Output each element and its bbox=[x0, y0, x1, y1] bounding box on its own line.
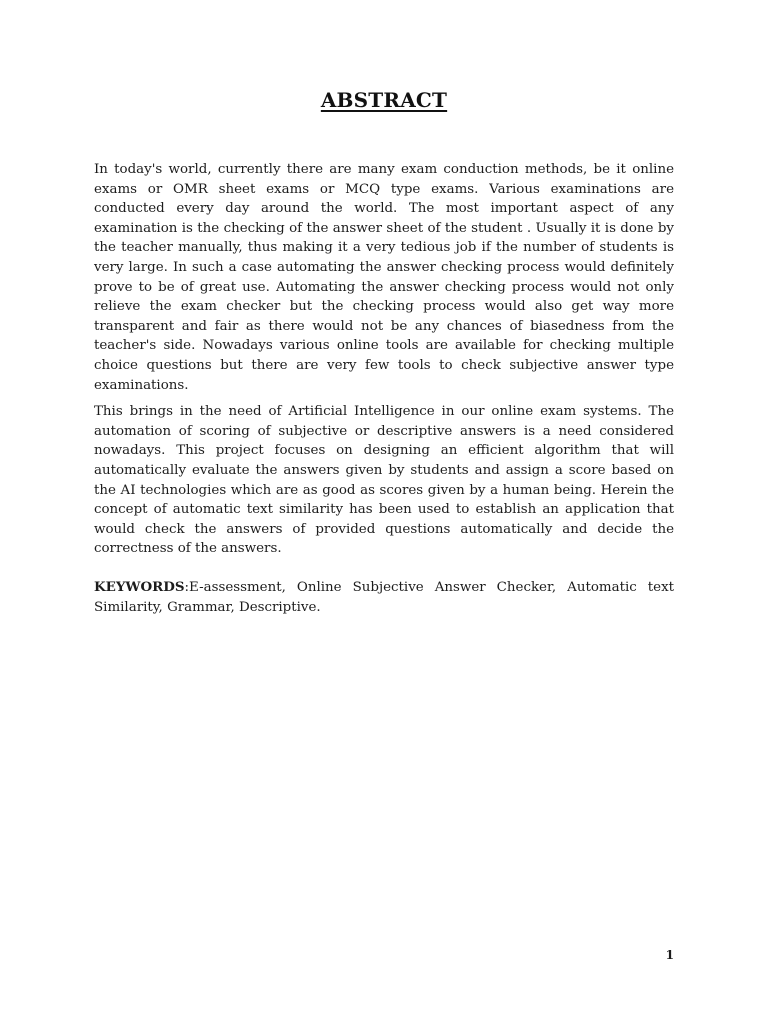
page-number: 1 bbox=[665, 948, 674, 962]
abstract-paragraph-1: In today's world, currently there are many exam conduction methods, be it online exams or OMR sheet exams or MCQ type exams. Various examinations are conducted every day around the world. The most important aspect of any examination is the checking of the answer sheet of the student . Usually it is done by the teacher manually, thus making it a very tedious job if the number of students is very large. In such a case automating the answer checking process would definitely prove to be of great use. Automating the answer checking process would not only relieve the exam checker but the checking process would also get way more transparent and fair as there would not be any chances of biasedness from the teacher's side. Nowadays various online tools are available for checking multiple choice questions but there are very few tools to check subjective answer type examinations. bbox=[94, 162, 674, 393]
abstract-paragraph-2: This brings in the need of Artificial Intelligence in our online exam systems. The automation of scoring of subjective or descriptive answers is a need considered nowadays. This project focuses on designing an efficient algorithm that will automatically evaluate the answers given by students and assign a score based on the AI technologies which are as good as scores given by a human being. Herein the concept of automatic text similarity has been used to establish an application that would check the answers of provided questions automatically and decide the correctness of the answers. bbox=[94, 404, 674, 557]
keywords-label: KEYWORDS bbox=[94, 579, 185, 595]
keywords-line bbox=[94, 578, 674, 617]
keywords-text: :E-assessment, Online Subjective Answer Checker, Automatic text Similarity, Grammar, Descriptive. bbox=[94, 580, 674, 615]
abstract-body bbox=[94, 160, 674, 566]
abstract-heading: ABSTRACT bbox=[320, 88, 448, 112]
